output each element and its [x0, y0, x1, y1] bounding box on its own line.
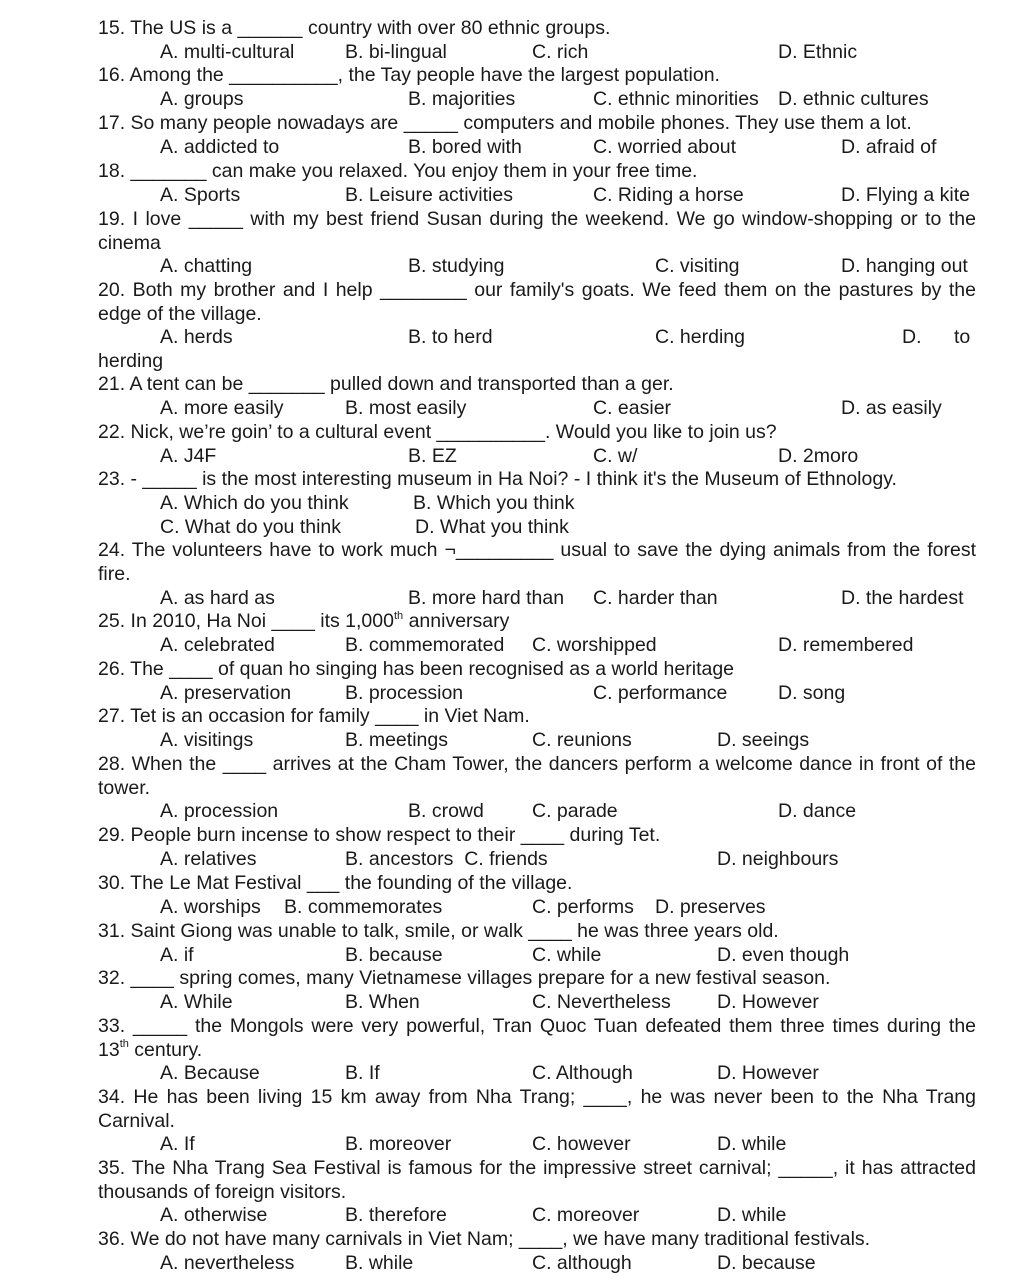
option-c: C. Riding a horse	[593, 184, 744, 206]
option-b: B. bi-lingual	[345, 41, 447, 63]
option-d: D. hanging out	[841, 255, 968, 277]
question-32: 32. ____ spring comes, many Vietnamese villages prepare for a new festival season.	[98, 967, 831, 989]
question-stem-end: century.	[128, 1038, 203, 1061]
question-22: 22. Nick, we’re goin’ to a cultural event __________. Would you like to join us?	[98, 421, 777, 443]
option-a: A. more easily	[160, 397, 284, 419]
option-a: A. otherwise	[160, 1204, 268, 1226]
question-stem-end: anniversary	[403, 610, 510, 632]
option-b: B. Leisure activities	[345, 184, 513, 206]
option-d: D. as easily	[841, 397, 942, 419]
option-b: B. crowd	[408, 800, 484, 822]
question-24: 24. The volunteers have to work much ¬_________ usual to save the dying animals from the forest fire.	[98, 539, 976, 585]
option-d: D. dance	[778, 800, 857, 822]
question-29: 29. People burn incense to show respect to their ____ during Tet.	[98, 824, 661, 846]
ordinal-suffix: th	[119, 1038, 129, 1051]
option-b: B. studying	[408, 255, 505, 277]
option-c: C. worried about	[593, 136, 737, 158]
question-35: 35. The Nha Trang Sea Festival is famous for the impressive street carnival; _____, it has attracted thousands of foreign visitors.	[98, 1157, 976, 1203]
option-a: A. as hard as	[160, 587, 275, 609]
question-16: 16. Among the __________, the Tay people have the largest population.	[98, 64, 720, 86]
option-d: D. Flying a kite	[841, 184, 970, 206]
question-26: 26. The ____ of quan ho singing has been recognised as a world heritage	[98, 658, 735, 680]
option-c: C. herding	[655, 326, 745, 348]
question-18: 18. _______ can make you relaxed. You enjoy them in your free time.	[98, 160, 698, 182]
option-d: D. Ethnic	[778, 41, 858, 63]
option-a: A. multi-cultural	[160, 41, 295, 63]
option-c: C. worshipped	[532, 634, 657, 656]
question-33	[98, 1015, 976, 1062]
option-c: C. parade	[532, 800, 618, 822]
question-stem: In 2010, Ha Noi ____ its 1,000	[130, 610, 394, 632]
question-17: 17. So many people nowadays are _____ computers and mobile phones. They use them a lot.	[98, 112, 912, 134]
option-a: A. herds	[160, 326, 233, 348]
question-number: 33.	[98, 1015, 126, 1037]
option-d: D. because	[717, 1252, 816, 1274]
question-15: 15. The US is a ______ country with over 80 ethnic groups.	[98, 17, 611, 39]
option-b: B. therefore	[345, 1204, 447, 1226]
option-a: A. groups	[160, 88, 244, 110]
option-d: D. while	[717, 1204, 787, 1226]
question-20: 20. Both my brother and I help ________ our family's goats. We feed them on the pastures by the edge of the village.	[98, 279, 976, 325]
question-number: 25.	[98, 610, 126, 632]
option-a: A. J4F	[160, 445, 217, 467]
option-b: B. majorities	[408, 88, 516, 110]
question-34: 34. He has been living 15 km away from Nha Trang; ____, he was never been to the Nha Trang Carnival.	[98, 1086, 976, 1132]
option-a: A. relatives	[160, 848, 257, 870]
option-b: B. because	[345, 944, 443, 966]
option-d: D. What you think	[415, 516, 569, 538]
question-23: 23. - _____ is the most interesting museum in Ha Noi? - I think it's the Museum of Ethnology.	[98, 468, 897, 490]
question-28: 28. When the ____ arrives at the Cham Tower, the dancers perform a welcome dance in front of the tower.	[98, 753, 976, 799]
option-d: D. afraid of	[841, 136, 937, 158]
option-c: C. What do you think	[160, 516, 342, 538]
option-a: A. addicted to	[160, 136, 280, 158]
option-c: C. w/	[593, 445, 638, 467]
option-b: B. more hard than	[408, 587, 565, 609]
option-a: A. nevertheless	[160, 1252, 295, 1274]
option-a: A. preservation	[160, 682, 292, 704]
option-c: C. Nevertheless	[532, 991, 671, 1013]
question-31: 31. Saint Giong was unable to talk, smile, or walk ____ he was three years old.	[98, 920, 779, 942]
option-c: C. performs	[532, 896, 634, 918]
option-b: B. meetings	[345, 729, 448, 751]
option-b: B. procession	[345, 682, 464, 704]
question-stem: _____ the Mongols were very powerful, Tran Quoc Tuan defeated them three times during the 13	[98, 1015, 977, 1061]
option-c: C. performance	[593, 682, 728, 704]
option-d: D. remembered	[778, 634, 914, 656]
question-27: 27. Tet is an occasion for family ____ in Viet Nam.	[98, 705, 530, 727]
option-c: C. while	[532, 944, 602, 966]
option-d: D. ethnic cultures	[778, 88, 929, 110]
option-b: B. EZ	[408, 445, 457, 467]
option-b: B. commemorated	[345, 634, 505, 656]
option-b: B. while	[345, 1252, 414, 1274]
option-d: D. However	[717, 1062, 819, 1084]
option-c: C. visiting	[655, 255, 740, 277]
question-21: 21. A tent can be _______ pulled down and transported than a ger.	[98, 373, 674, 395]
option-d: D. neighbours	[717, 848, 839, 870]
ordinal-suffix: th	[393, 609, 404, 622]
option-c: C. harder than	[593, 587, 718, 609]
option-c: C. however	[532, 1133, 631, 1155]
option-a: A. Sports	[160, 184, 241, 206]
option-a: A. procession	[160, 800, 279, 822]
option-b: B. If	[345, 1062, 380, 1084]
question-25	[98, 610, 976, 634]
option-b: B. commemorates	[284, 896, 443, 918]
option-a: A. worships	[160, 896, 261, 918]
option-d: D. seeings	[717, 729, 810, 751]
option-c: C. although	[532, 1252, 632, 1274]
option-d: D. even though	[717, 944, 850, 966]
option-a: A. visitings	[160, 729, 254, 751]
option-a: A. celebrated	[160, 634, 275, 656]
option-a: A. Because	[160, 1062, 260, 1084]
option-c: C. ethnic minorities	[593, 88, 759, 110]
option-d: D. the hardest	[841, 587, 964, 609]
option-d: D. preserves	[655, 896, 766, 918]
option-b: B. bored with	[408, 136, 522, 158]
option-d: D. song	[778, 682, 846, 704]
option-b: B. Which you think	[413, 492, 575, 514]
option-a: A. chatting	[160, 255, 253, 277]
option-c: C. moreover	[532, 1204, 640, 1226]
option-a: A. if	[160, 944, 194, 966]
question-30: 30. The Le Mat Festival ___ the founding of the village.	[98, 872, 573, 894]
question-36: 36. We do not have many carnivals in Viet Nam; ____, we have many traditional festivals.	[98, 1228, 871, 1250]
question-19: 19. I love _____ with my best friend Susan during the weekend. We go window-shopping or to the cinema	[98, 208, 976, 254]
option-b: B. to herd	[408, 326, 493, 348]
option-b: B. When	[345, 991, 420, 1013]
option-a: A. Which do you think	[160, 492, 349, 514]
option-b: B. most easily	[345, 397, 467, 419]
option-c: C. rich	[532, 41, 589, 63]
option-d: D. 2moro	[778, 445, 859, 467]
option-c: C. easier	[593, 397, 672, 419]
option-b: B. moreover	[345, 1133, 452, 1155]
option-a: A. If	[160, 1133, 195, 1155]
option-b-c: B. ancestors C. friends	[345, 848, 548, 870]
option-c: C. Although	[532, 1062, 633, 1084]
option-d: D. to	[902, 326, 971, 348]
option-d: D. while	[717, 1133, 787, 1155]
option-d: D. However	[717, 991, 819, 1013]
option-d-continuation: herding	[98, 350, 164, 372]
option-c: C. reunions	[532, 729, 632, 751]
option-a: A. While	[160, 991, 233, 1013]
